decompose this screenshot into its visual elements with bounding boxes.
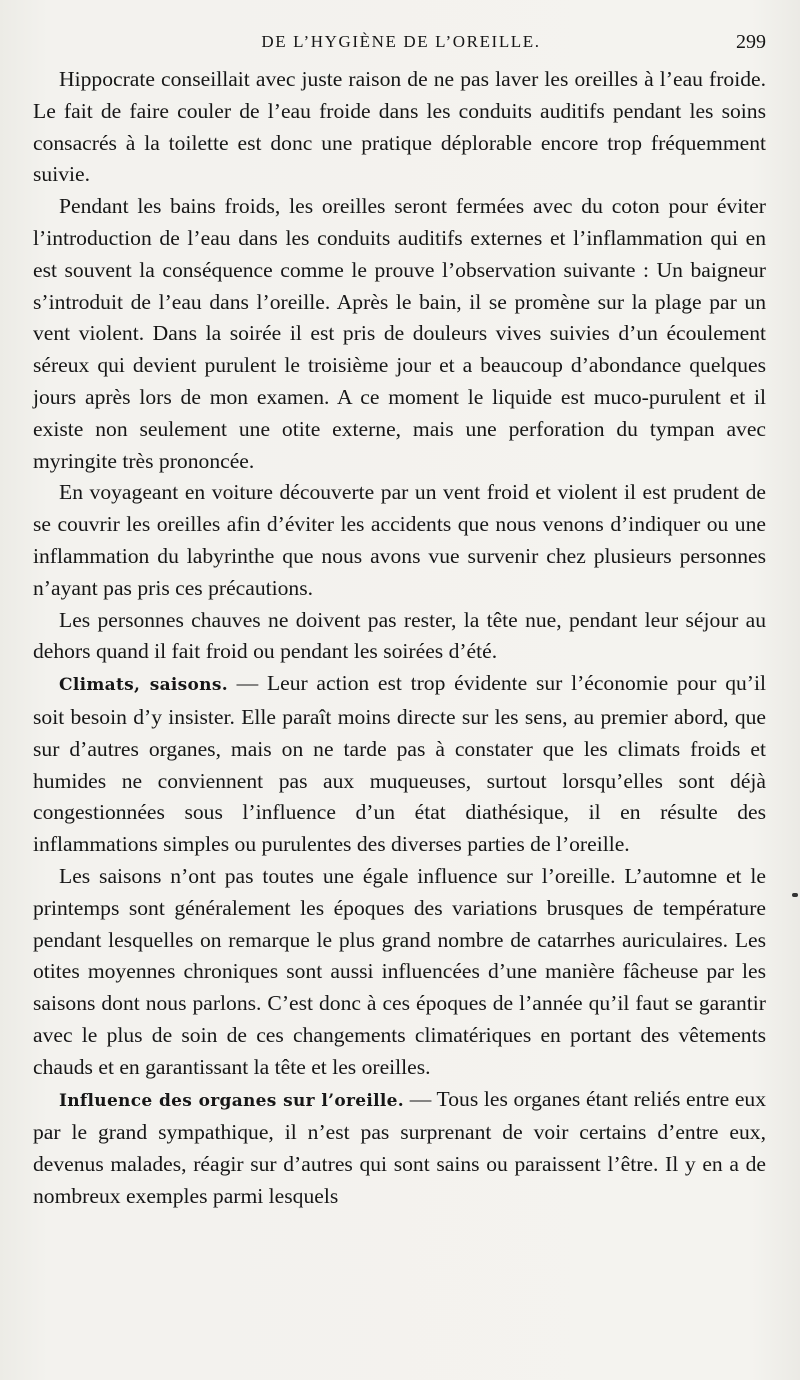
paragraph-text: Hippocrate conseillait avec juste raison de ne pas laver les oreilles à l’eau froide. Le fait de faire couler de l’eau froide dans les conduits auditifs pendant les soins consacrés à la toilette est donc une pratique déplorable encore trop fréquemment suivie.	[33, 67, 766, 187]
paragraph-seasons	[33, 861, 766, 1084]
page-header	[34, 28, 768, 60]
body-text	[33, 64, 766, 1213]
section-heading-climates: Climats, saisons.	[59, 675, 228, 696]
paragraph-text: — Tous les organes étant reliés entre eux par le grand sympathique, il n’est pas surprenant de voir certains d’entre eux, devenus malades, réagir sur d’autres qui sont sains ou paraissent l’être. Il y en a de nombreux exemples parmi lesquels	[33, 1086, 767, 1208]
paragraph-carriage-travel	[33, 477, 766, 604]
paragraph-text: En voyageant en voiture découverte par un vent froid et violent il est prudent de se couvrir les oreilles afin d’éviter les accidents que nous venons d’indiquer ou une inflammation du labyrinthe que nous avons vue survenir chez plusieurs personnes n’ayant pas pris ces précautions.	[33, 480, 766, 600]
margin-mark	[792, 893, 798, 897]
paragraph-bald-persons	[33, 605, 766, 669]
paragraph-text: — Leur action est trop évidente sur l’économie pour qu’il soit besoin d’y insister. Elle paraît moins directe sur les sens, au premier abord, que sur d’autres organes, mais on ne tarde pas à constater que les climats froids et humides ne conviennent pas aux muqueuses, surtout lorsqu’elles sont déjà congestionnées sous l’influence d’un état diathésique, il en résulte des inflammations simples ou purulentes des diverses parties de l’oreille.	[33, 671, 766, 857]
paragraph-cold-baths	[33, 191, 766, 477]
paragraph-organ-influence	[33, 1084, 766, 1213]
paragraph-climates-seasons	[33, 668, 766, 861]
paragraph-text: Pendant les bains froids, les oreilles seront fermées avec du coton pour éviter l’introduction de l’eau dans les conduits auditifs externes et l’inflammation qui en est souvent la conséquence comme le prouve l’observation suivante : Un baigneur s’introduit de l’eau dans l’oreille. Après le bain, il se promène sur la plage par un vent violent. Dans la soirée il est pris de douleurs vives suivies d’un écoulement séreux qui devient purulent le troisième jour et a beaucoup d’abondance quelques jours après lors de mon examen. A ce moment le liquide est muco-purulent et il existe non seulement une otite externe, mais une perforation du tympan avec myringite très prononcée.	[33, 194, 766, 473]
running-title: DE L’HYGIÈNE DE L’OREILLE.	[261, 32, 541, 51]
paragraph-cold-water	[33, 64, 766, 191]
page-number: 299	[736, 31, 766, 53]
section-heading-organs: Influence des organes sur l’oreille.	[59, 1090, 405, 1111]
paragraph-text: Les saisons n’ont pas toutes une égale influence sur l’oreille. L’automne et le printemps sont généralement les époques des variations brusques de température pendant lesquelles on remarque le plus grand nombre de catarrhes auriculaires. Les otites moyennes chroniques sont aussi influencées d’une manière fâcheuse par les saisons dont nous parlons. C’est donc à ces époques de l’année qu’il faut se garantir avec le plus de soin de ces changements climatériques en portant des vêtements chauds et en garantissant la tête et les oreilles.	[33, 863, 766, 1079]
paragraph-text: Les personnes chauves ne doivent pas rester, la tête nue, pendant leur séjour au dehors quand il fait froid ou pendant les soirées d’été.	[33, 607, 766, 664]
